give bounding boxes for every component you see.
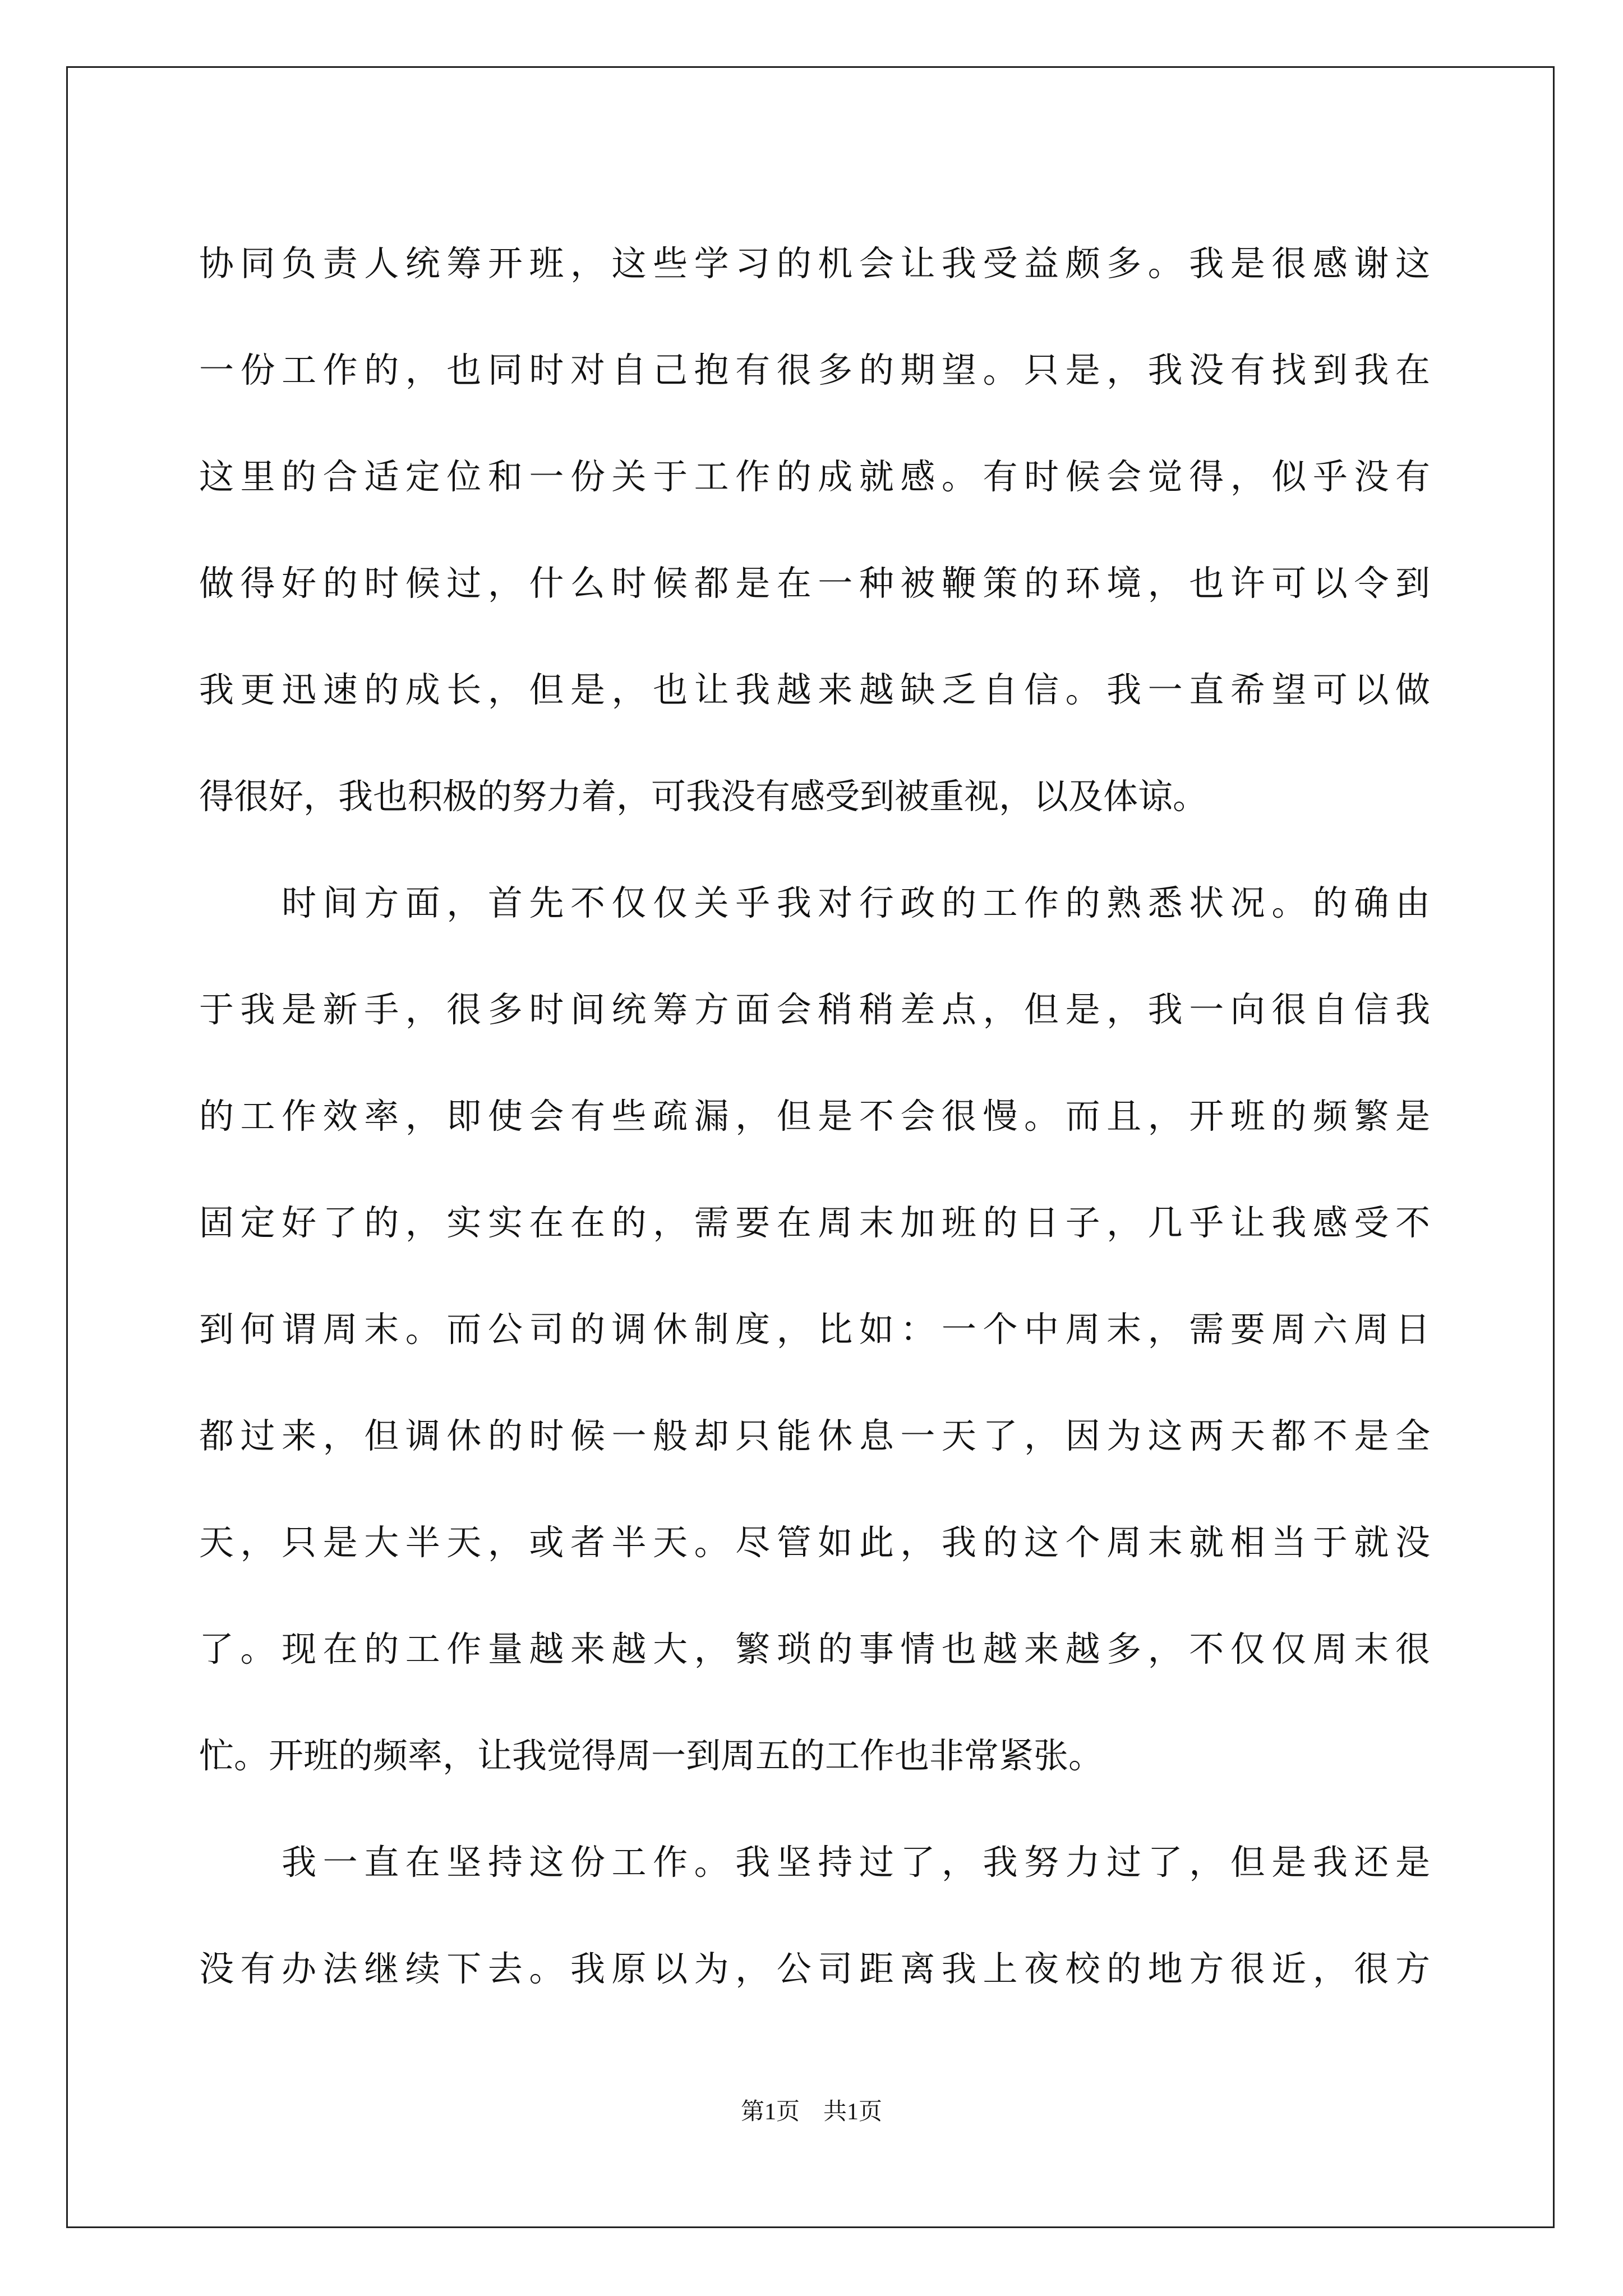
page-number-footer: 第1页 共1页 xyxy=(740,2099,882,2125)
text-line: 没有办法继续下去。我原以为，公司距离我上夜校的地方很近，很方 xyxy=(199,1948,1430,1989)
text-line: 忙。开班的频率，让我觉得周一到周五的工作也非常紧张。 xyxy=(199,1735,1104,1776)
text-line: 都过来，但调休的时候一般却只能休息一天了，因为这两天都不是全 xyxy=(199,1415,1430,1456)
text-line: 了。现在的工作量越来越大，繁琐的事情也越来越多，不仅仅周末很 xyxy=(199,1628,1430,1669)
text-line: 这里的合适定位和一份关于工作的成就感。有时候会觉得，似乎没有 xyxy=(199,456,1430,497)
text-line: 固定好了的，实实在在的，需要在周末加班的日子，几乎让我感受不 xyxy=(199,1202,1430,1243)
text-line: 做得好的时候过，什么时候都是在一种被鞭策的环境，也许可以令到 xyxy=(199,563,1430,604)
text-line: 到何谓周末。而公司的调休制度，比如：一个中周末，需要周六周日 xyxy=(199,1309,1430,1350)
document-body xyxy=(199,210,1430,2022)
text-line: 的工作效率，即使会有些疏漏，但是不会很慢。而且，开班的频繁是 xyxy=(199,1096,1430,1137)
text-line: 时间方面，首先不仅仅关乎我对行政的工作的熟悉状况。的确由 xyxy=(199,882,1430,923)
text-line: 我一直在坚持这份工作。我坚持过了，我努力过了，但是我还是 xyxy=(199,1842,1430,1883)
text-line: 我更迅速的成长，但是，也让我越来越缺乏自信。我一直希望可以做 xyxy=(199,669,1430,710)
text-line: 协同负责人统筹开班，这些学习的机会让我受益颇多。我是很感谢这 xyxy=(199,243,1430,284)
text-line: 一份工作的，也同时对自己抱有很多的期望。只是，我没有找到我在 xyxy=(199,349,1430,390)
text-line: 得很好，我也积极的努力着，可我没有感受到被重视，以及体谅。 xyxy=(199,776,1208,817)
text-line: 天，只是大半天，或者半天。尽管如此，我的这个周末就相当于就没 xyxy=(199,1522,1430,1563)
text-line: 于我是新手，很多时间统筹方面会稍稍差点，但是，我一向很自信我 xyxy=(199,989,1430,1030)
